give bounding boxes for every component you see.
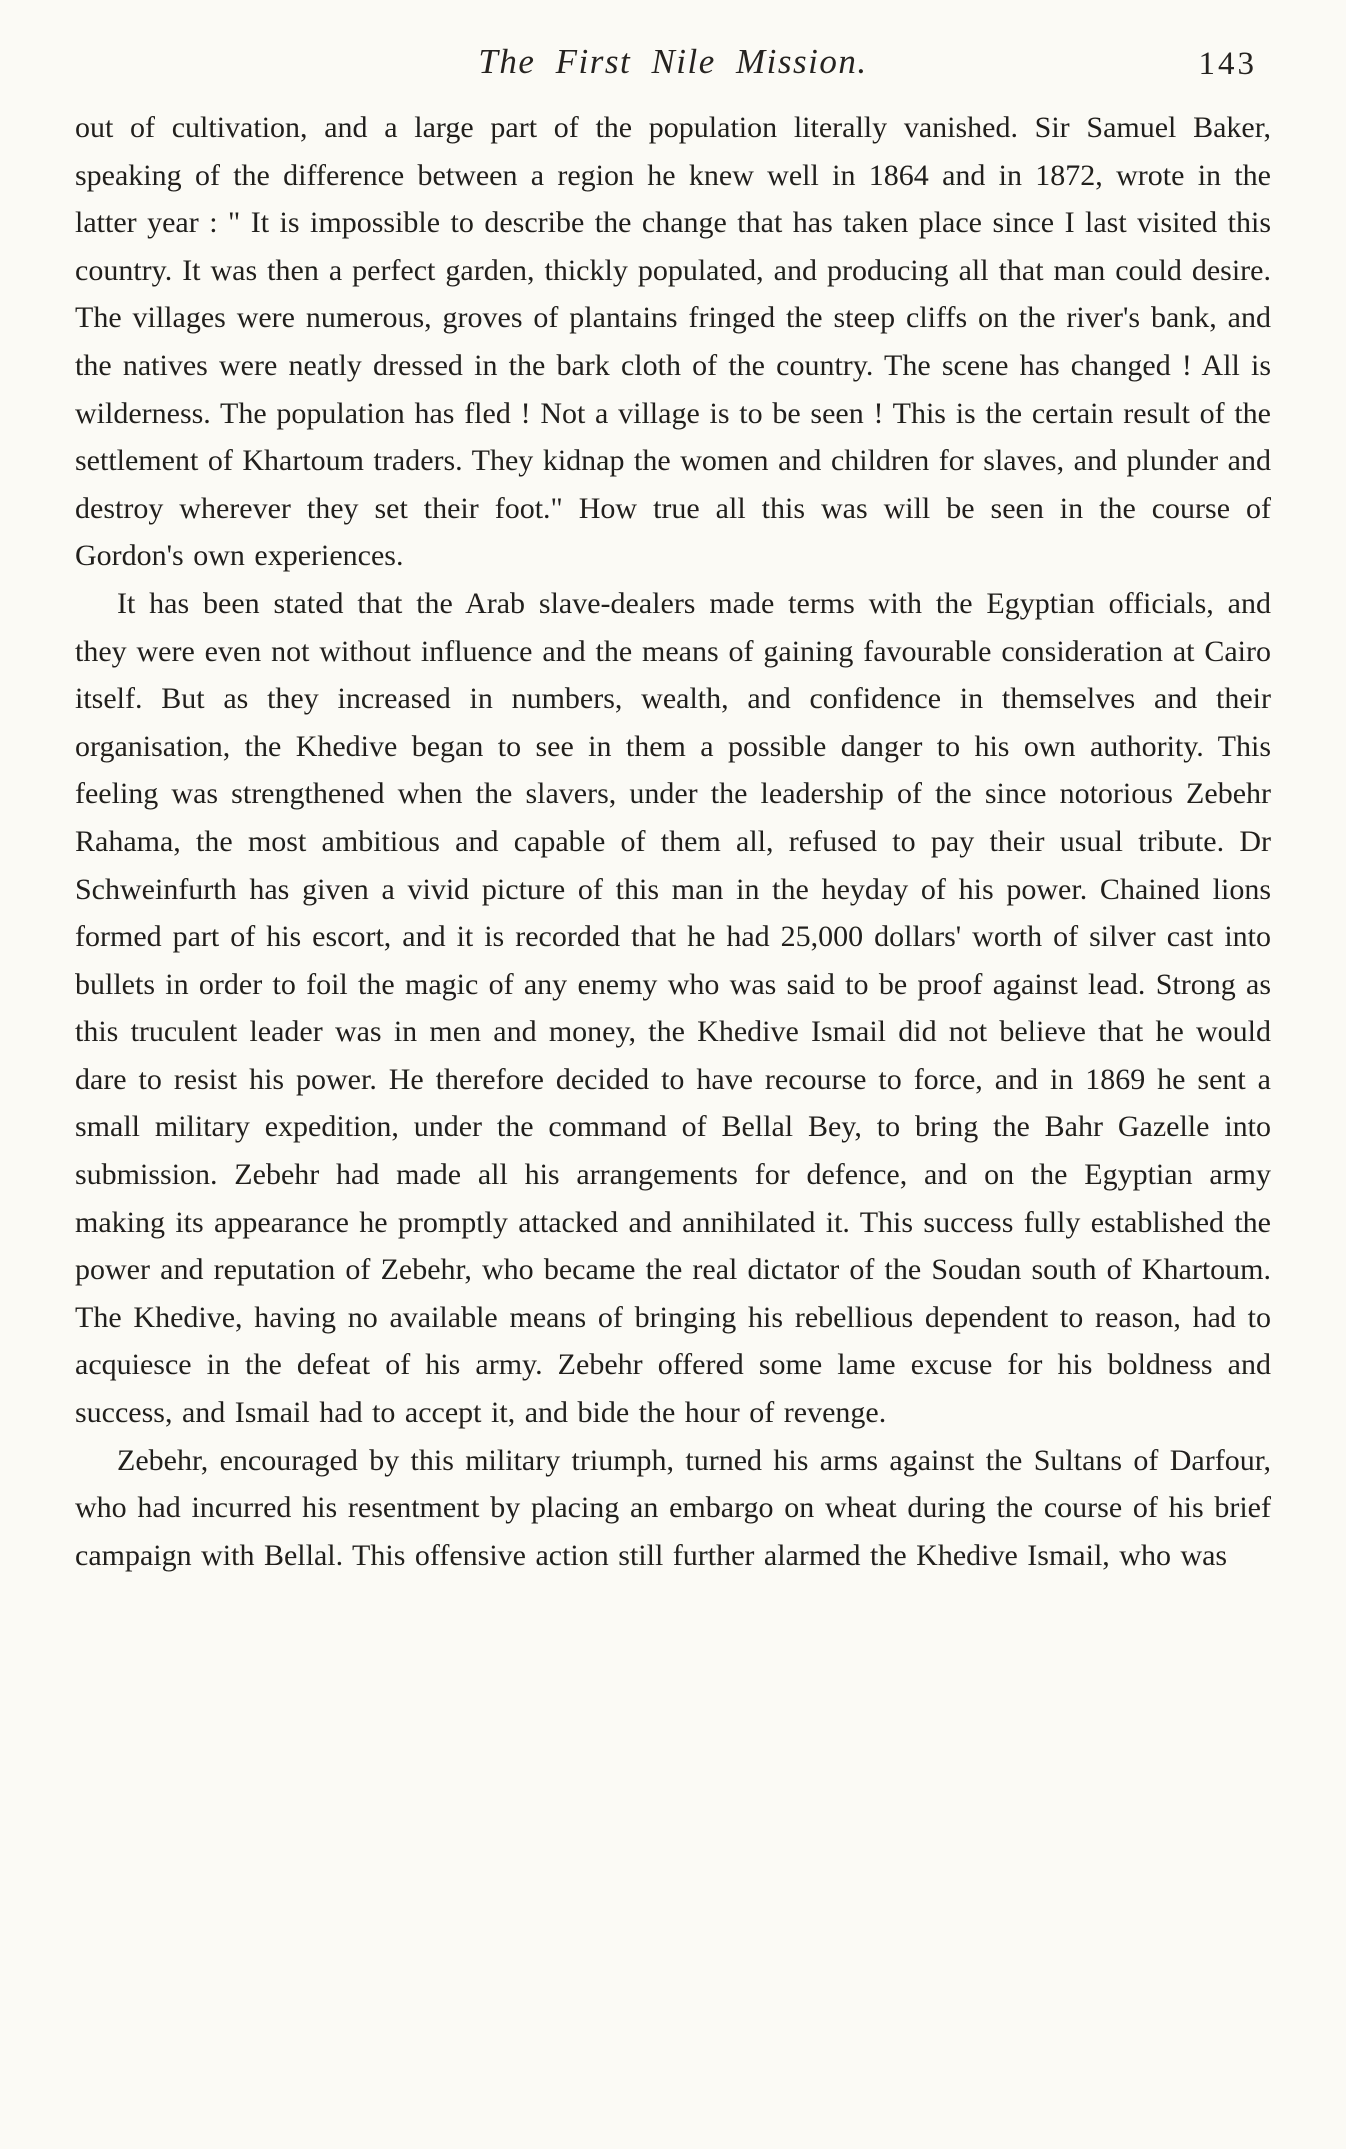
paragraph: Zebehr, encouraged by this military triumph, turned his arms against the Sultans of Darfour, who had incurred his resentment by placing an embargo on wheat during the course of his brief campaign with Bellal. This offensive action still further alarmed the Khedive Ismail, who was (75, 1443, 1271, 1572)
page-text (75, 104, 1271, 1579)
page-number: 143 (1198, 46, 1257, 82)
page-header (75, 42, 1271, 94)
running-title: The First Nile Mission. (478, 42, 868, 81)
paragraph: out of cultivation, and a large part of the population literally vanished. Sir Samuel Baker, speaking of the difference between a region he knew well in 1864 and in 1872, wrote in the latter year : " It is impossible to describe the change that has taken place since I last visited this country. It was then a perfect garden, thickly populated, and producing all that man could desire. The villages were numerous, groves of plantains fringed the steep cliffs on the river's bank, and the natives were neatly dressed in the bark cloth of the country. The scene has changed ! All is wilderness. The population has fled ! Not a village is to be seen ! This is the certain result of the settlement of Khartoum traders. They kidnap the women and children for slaves, and plunder and destroy wherever they set their foot." How true all this was will be seen in the course of Gordon's own experiences. (75, 111, 1271, 573)
paragraph: It has been stated that the Arab slave-dealers made terms with the Egyptian officials, and they were even not without influence and the means of gaining favourable consideration at Cairo itself. But as they increased in numbers, wealth, and confidence in themselves and their organisation, the Khedive began to see in them a possible danger to his own authority. This feeling was strengthened when the slavers, under the leadership of the since notorious Zebehr Rahama, the most ambitious and capable of them all, refused to pay their usual tribute. Dr Schweinfurth has given a vivid picture of this man in the heyday of his power. Chained lions formed part of his escort, and it is recorded that he had 25,000 dollars' worth of silver cast into bullets in order to foil the magic of any enemy who was said to be proof against lead. Strong as this truculent leader was in men and money, the Khedive Ismail did not believe that he would dare to resist his power. He therefore decided to have recourse to force, and in 1869 he sent a small military expedition, under the command of Bellal Bey, to bring the Bahr Gazelle into submission. Zebehr had made all his arrangements for defence, and on the Egyptian army making its appearance he promptly attacked and annihilated it. This success fully established the power and reputation of Zebehr, who became the real dictator of the Soudan south of Khartoum. The Khedive, having no available means of bringing his rebellious dependent to reason, had to acquiesce in the defeat of his army. Zebehr offered some lame excuse for his boldness and success, and Ismail had to accept it, and bide the hour of revenge. (75, 586, 1271, 1430)
